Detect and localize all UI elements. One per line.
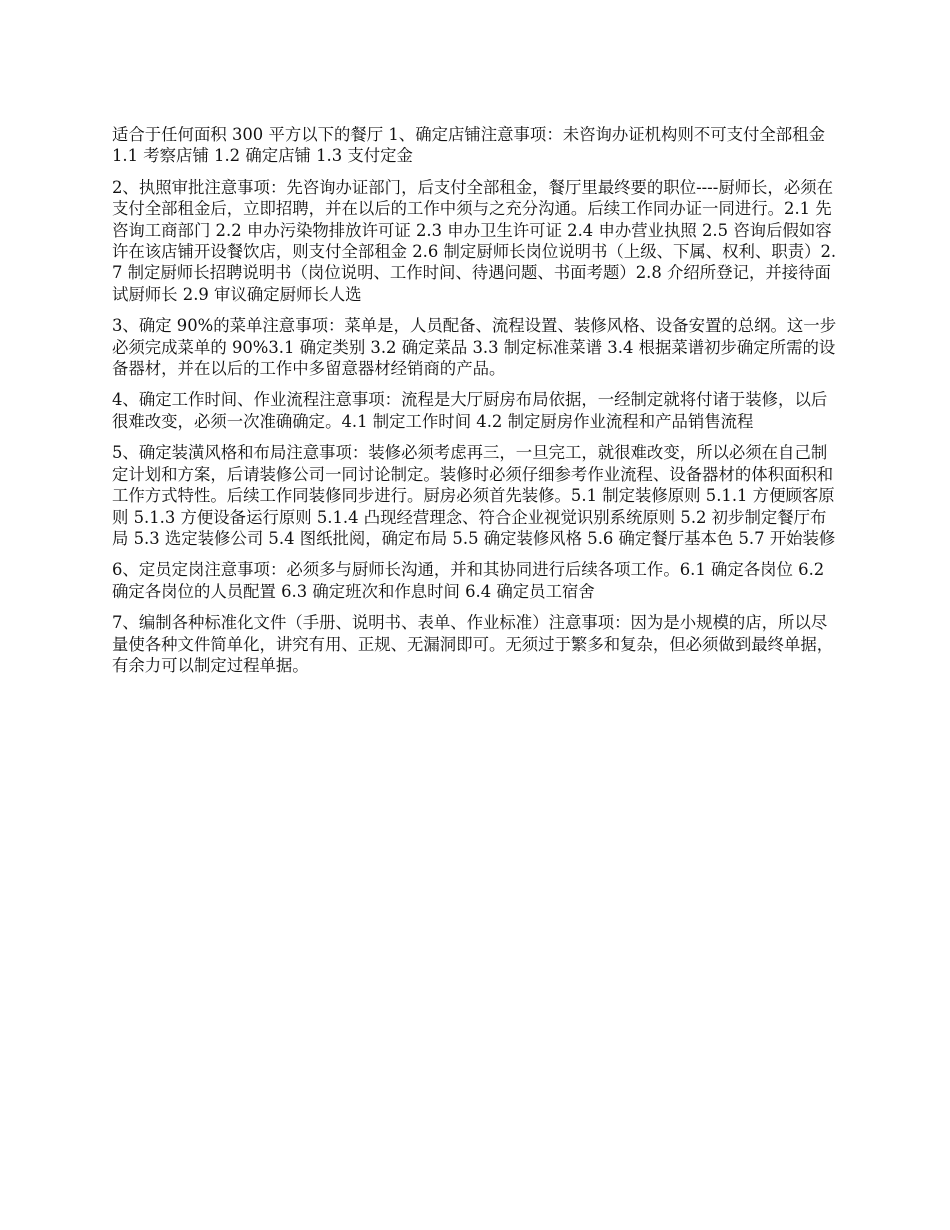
- paragraph-7: 7、编制各种标准化文件（手册、说明书、表单、作业标准）注意事项：因为是小规模的店，所以尽量使各种文件简单化，讲究有用、正规、无漏洞即可。无须过于繁多和复杂，但必须做到最终单据，有余力可以制定过程单据。: [112, 613, 834, 675]
- paragraph-2: 2、执照审批注意事项：先咨询办证部门，后支付全部租金，餐厅里最终要的职位----厨师长，必须在支付全部租金后，立即招聘，并在以后的工作中须与之充分沟通。后续工作同办证一同进行。2.1 先咨询工商部门 2.2 申办污染物排放许可证 2.3 申办卫生许可证 2.4 申办营业执照 2.5 咨询后假如容许在该店铺开设餐饮店，则支付全部租金 2.6 制定厨师长岗位说明书（上级、下属、权利、职责）2.7 制定厨师长招聘说明书（岗位说明、工作时间、待遇问题、书面考题）2.8 介绍所登记，并接待面试厨师长 2.9 审议确定厨师长人选: [112, 177, 837, 304]
- document-body: [112, 124, 840, 686]
- paragraph-5: 5、确定装潢风格和布局注意事项：装修必须考虑再三，一旦完工，就很难改变，所以必须在自己制定计划和方案，后请装修公司一同讨论制定。装修时必须仔细参考作业流程、设备器材的体积面积和工作方式特性。后续工作同装修同步进行。厨房必须首先装修。5.1 制定装修原则 5.1.1 方便顾客原则 5.1.3 方便设备运行原则 5.1.4 凸现经营理念、符合企业视觉识别系统原则 5.2 初步制定餐厅布局 5.3 选定装修公司 5.4 图纸批阅，确定布局 5.5 确定装修风格 5.6 确定餐厅基本色 5.7 开始装修: [112, 443, 836, 548]
- paragraph-3: 3、确定 90%的菜单注意事项：菜单是，人员配备、流程设置、装修风格、设备安置的总纲。这一步必须完成菜单的 90%3.1 确定类别 3.2 确定菜品 3.3 制定标准菜谱 3.4 根据菜谱初步确定所需的设备器材，并在以后的工作中多留意器材经销商的产品。: [112, 316, 837, 379]
- paragraph-1: 适合于任何面积 300 平方以下的餐厅 1、确定店铺注意事项：未咨询办证机构则不可支付全部租金 1.1 考察店铺 1.2 确定店铺 1.3 支付定金: [112, 125, 825, 166]
- paragraph-6: 6、定员定岗注意事项：必须多与厨师长沟通，并和其协同进行后续各项工作。6.1 确定各岗位 6.2 确定各岗位的人员配置 6.3 确定班次和作息时间 6.4 确定员工宿舍: [112, 560, 825, 601]
- paragraph-4: 4、确定工作时间、作业流程注意事项：流程是大厅厨房布局依据，一经制定就将付诸于装修，以后很难改变，必须一次准确确定。4.1 制定工作时间 4.2 制定厨房作业流程和产品销售流程: [112, 390, 828, 431]
